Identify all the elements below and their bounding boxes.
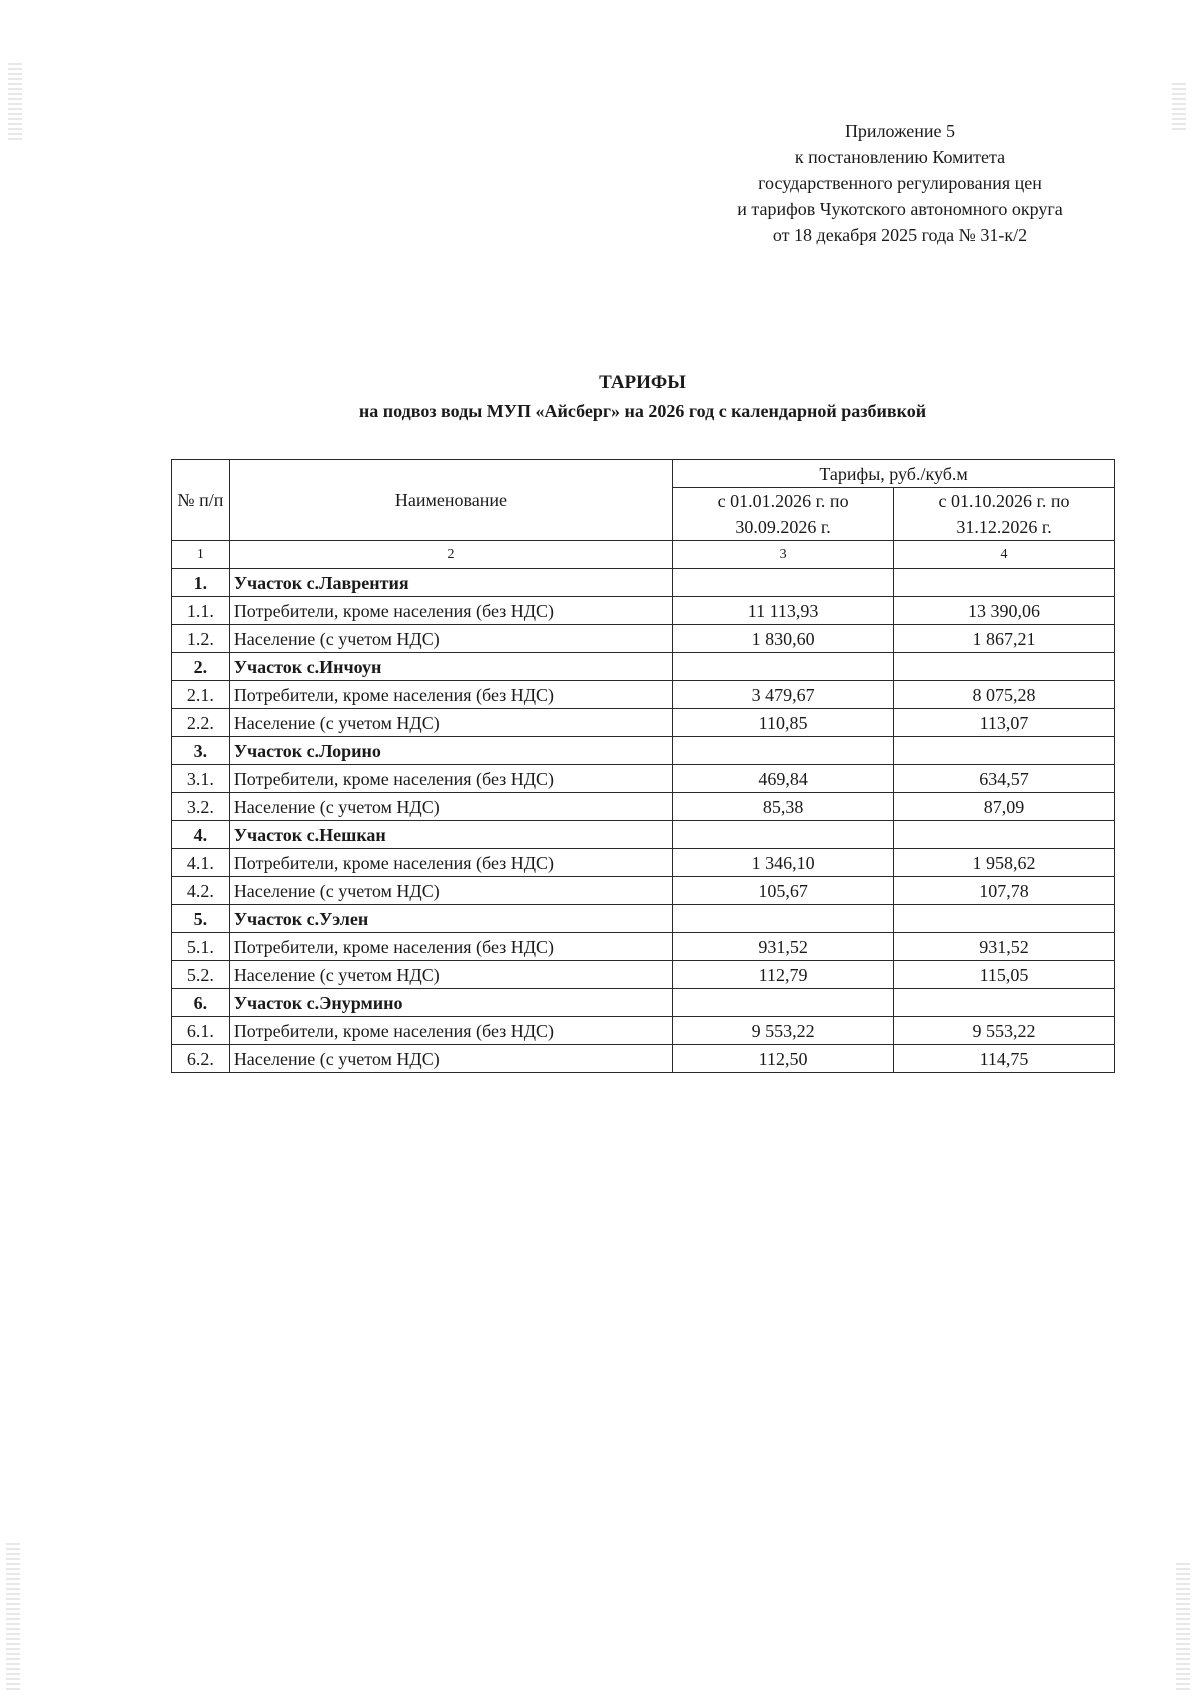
- row-name: Потребители, кроме населения (без НДС): [229, 765, 672, 793]
- row-number: 1.2.: [172, 625, 230, 653]
- section-empty-cell: [894, 989, 1115, 1017]
- table-row: [172, 625, 1115, 653]
- section-number: 5.: [172, 905, 230, 933]
- tariff-period-2: 87,09: [894, 793, 1115, 821]
- section-empty-cell: [673, 905, 894, 933]
- section-empty-cell: [673, 821, 894, 849]
- tariff-period-2: 1 867,21: [894, 625, 1115, 653]
- header-period-1: с 01.01.2026 г. по 30.09.2026 г.: [673, 488, 894, 541]
- section-name: Участок с.Нешкан: [229, 821, 672, 849]
- tariff-period-1: 931,52: [673, 933, 894, 961]
- row-number: 3.1.: [172, 765, 230, 793]
- section-empty-cell: [894, 737, 1115, 765]
- row-number: 4.1.: [172, 849, 230, 877]
- row-name: Население (с учетом НДС): [229, 1045, 672, 1073]
- section-number: 1.: [172, 569, 230, 597]
- tariff-period-2: 1 958,62: [894, 849, 1115, 877]
- section-empty-cell: [894, 821, 1115, 849]
- scan-artifact: [1176, 1560, 1190, 1690]
- section-row: [172, 989, 1115, 1017]
- section-row: [172, 905, 1115, 933]
- section-empty-cell: [894, 569, 1115, 597]
- title-main: ТАРИФЫ: [599, 372, 686, 393]
- scan-artifact: [8, 60, 22, 140]
- appendix-note: [640, 118, 1160, 248]
- row-name: Потребители, кроме населения (без НДС): [229, 1017, 672, 1045]
- appendix-line: государственного регулирования цен: [758, 173, 1042, 193]
- row-number: 2.2.: [172, 709, 230, 737]
- appendix-line: к постановлению Комитета: [794, 147, 1006, 167]
- section-empty-cell: [673, 653, 894, 681]
- appendix-line: Приложение 5: [844, 121, 956, 141]
- header-tariffs-group: Тарифы, руб./куб.м: [673, 460, 1115, 488]
- row-number: 5.2.: [172, 961, 230, 989]
- column-number: 2: [229, 541, 672, 569]
- section-empty-cell: [673, 737, 894, 765]
- tariff-period-1: 112,79: [673, 961, 894, 989]
- tariff-period-2: 9 553,22: [894, 1017, 1115, 1045]
- row-number: 6.1.: [172, 1017, 230, 1045]
- row-name: Население (с учетом НДС): [229, 961, 672, 989]
- section-name: Участок с.Лорино: [229, 737, 672, 765]
- tariff-period-1: 112,50: [673, 1045, 894, 1073]
- header-period-2: с 01.10.2026 г. по 31.12.2026 г.: [894, 488, 1115, 541]
- appendix-line: и тарифов Чукотского автономного округа: [737, 199, 1063, 219]
- section-number: 3.: [172, 737, 230, 765]
- row-number: 4.2.: [172, 877, 230, 905]
- row-number: 2.1.: [172, 681, 230, 709]
- tariff-period-2: 115,05: [894, 961, 1115, 989]
- row-number: 3.2.: [172, 793, 230, 821]
- table-body: [172, 541, 1115, 1073]
- tariff-period-1: 9 553,22: [673, 1017, 894, 1045]
- document-title: [170, 370, 1115, 424]
- row-name: Потребители, кроме населения (без НДС): [229, 933, 672, 961]
- tariff-period-2: 634,57: [894, 765, 1115, 793]
- title-sub: на подвоз воды МУП «Айсберг» на 2026 год с календарной разбивкой: [358, 401, 927, 421]
- tariff-period-1: 11 113,93: [673, 597, 894, 625]
- tariff-period-1: 110,85: [673, 709, 894, 737]
- row-name: Потребители, кроме населения (без НДС): [229, 597, 672, 625]
- section-row: [172, 737, 1115, 765]
- column-number-row: [172, 541, 1115, 569]
- section-empty-cell: [673, 989, 894, 1017]
- section-name: Участок с.Энурмино: [229, 989, 672, 1017]
- scan-artifact: [1172, 80, 1186, 130]
- table-row: [172, 709, 1115, 737]
- row-number: 1.1.: [172, 597, 230, 625]
- section-empty-cell: [673, 569, 894, 597]
- column-number: 1: [172, 541, 230, 569]
- scan-artifact: [6, 1540, 20, 1690]
- tariff-period-1: 1 346,10: [673, 849, 894, 877]
- column-number: 4: [894, 541, 1115, 569]
- tariff-period-2: 8 075,28: [894, 681, 1115, 709]
- section-row: [172, 821, 1115, 849]
- tariff-period-2: 931,52: [894, 933, 1115, 961]
- table-row: [172, 961, 1115, 989]
- section-number: 2.: [172, 653, 230, 681]
- section-name: Участок с.Уэлен: [229, 905, 672, 933]
- tariff-period-1: 1 830,60: [673, 625, 894, 653]
- appendix-line: от 18 декабря 2025 года № 31-к/2: [772, 225, 1028, 245]
- table-header-row: [172, 460, 1115, 488]
- table-row: [172, 1017, 1115, 1045]
- row-name: Население (с учетом НДС): [229, 709, 672, 737]
- row-number: 6.2.: [172, 1045, 230, 1073]
- section-name: Участок с.Инчоун: [229, 653, 672, 681]
- table-row: [172, 597, 1115, 625]
- tariffs-table: [171, 459, 1115, 1073]
- table-row: [172, 1045, 1115, 1073]
- row-name: Население (с учетом НДС): [229, 793, 672, 821]
- row-name: Потребители, кроме населения (без НДС): [229, 681, 672, 709]
- section-name: Участок с.Лаврентия: [229, 569, 672, 597]
- table-row: [172, 849, 1115, 877]
- tariff-period-1: 469,84: [673, 765, 894, 793]
- table-row: [172, 877, 1115, 905]
- tariff-period-1: 3 479,67: [673, 681, 894, 709]
- header-num: № п/п: [172, 460, 230, 541]
- tariff-period-2: 114,75: [894, 1045, 1115, 1073]
- table-row: [172, 793, 1115, 821]
- tariff-period-1: 85,38: [673, 793, 894, 821]
- column-number: 3: [673, 541, 894, 569]
- row-name: Потребители, кроме населения (без НДС): [229, 849, 672, 877]
- tariff-period-2: 13 390,06: [894, 597, 1115, 625]
- row-number: 5.1.: [172, 933, 230, 961]
- tariff-period-2: 107,78: [894, 877, 1115, 905]
- table-row: [172, 933, 1115, 961]
- section-empty-cell: [894, 905, 1115, 933]
- section-number: 6.: [172, 989, 230, 1017]
- table-row: [172, 765, 1115, 793]
- section-row: [172, 653, 1115, 681]
- row-name: Население (с учетом НДС): [229, 625, 672, 653]
- section-empty-cell: [894, 653, 1115, 681]
- header-name: Наименование: [229, 460, 672, 541]
- section-number: 4.: [172, 821, 230, 849]
- table-row: [172, 681, 1115, 709]
- section-row: [172, 569, 1115, 597]
- row-name: Население (с учетом НДС): [229, 877, 672, 905]
- tariff-period-2: 113,07: [894, 709, 1115, 737]
- tariff-period-1: 105,67: [673, 877, 894, 905]
